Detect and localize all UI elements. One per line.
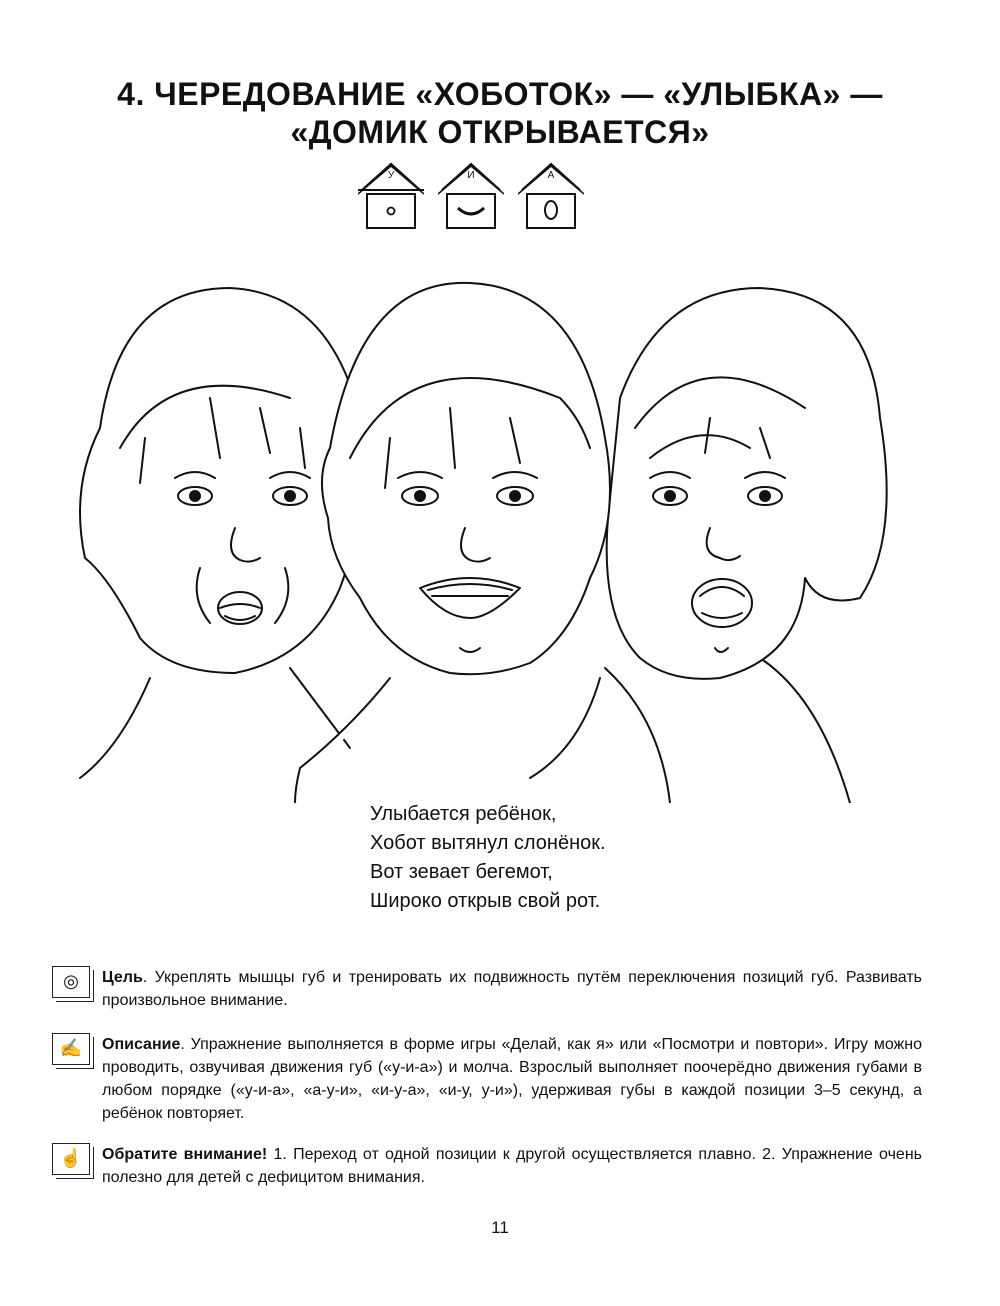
- target-apple-icon: ◎: [52, 966, 90, 998]
- house-a: [518, 160, 584, 232]
- poem-line-2: Хобот вытянул слонёнок.: [370, 832, 606, 854]
- house-a-letter: А: [547, 170, 555, 181]
- goal-text: . Укреплять мышцы губ и тренировать их подвижность путём переключения позиций губ. Развивать произвольное внимание.: [102, 969, 922, 1009]
- writing-hand-icon: ✍: [52, 1033, 90, 1065]
- page-title-line-2: «ДОМИК ОТКРЫВАЕТСЯ»: [290, 114, 710, 150]
- house-i: [438, 160, 504, 232]
- description-label: Описание: [102, 1036, 181, 1053]
- three-children-faces-illustration: [60, 278, 960, 803]
- pursed-lips-face: [80, 288, 363, 778]
- house-i-letter: И: [467, 170, 475, 181]
- poem-line-1: Улыбается ребёнок,: [370, 803, 557, 825]
- articulation-houses: [358, 160, 588, 232]
- house-u-letter: У: [387, 170, 395, 181]
- attention-label: Обратите внимание!: [102, 1146, 268, 1163]
- goal-section: [52, 966, 922, 1012]
- pointing-finger-icon: ☝: [52, 1143, 90, 1175]
- attention-section: [52, 1143, 922, 1189]
- poem: [370, 800, 606, 916]
- description-text: . Упражнение выполняется в форме игры «Делай, как я» или «Посмотри и повтори». Игру можно проводить, озвучивая движения губ («у-и-а») и молча. Взрослый выполняет поочерёдно движения губами в любом порядке («у-и-а», «а-у-и», «и-у-а», «и-у, у-и»), удерживая губы в каждой позиции 3–5 секунд, а ребёнок повторяет.: [102, 1036, 922, 1122]
- poem-line-3: Вот зевает бегемот,: [370, 861, 553, 883]
- description-section: [52, 1033, 922, 1125]
- page-title-line-1: 4. ЧЕРЕДОВАНИЕ «ХОБОТОК» — «УЛЫБКА» —: [117, 76, 883, 112]
- house-u: [358, 160, 424, 232]
- attention-text: 1. Переход от одной позиции к другой осуществляется плавно. 2. Упражнение очень полезно для детей с дефицитом внимания.: [102, 1146, 923, 1186]
- page-number: 11: [491, 1218, 509, 1237]
- poem-line-4: Широко открыв свой рот.: [370, 890, 601, 912]
- goal-label: Цель: [102, 969, 143, 986]
